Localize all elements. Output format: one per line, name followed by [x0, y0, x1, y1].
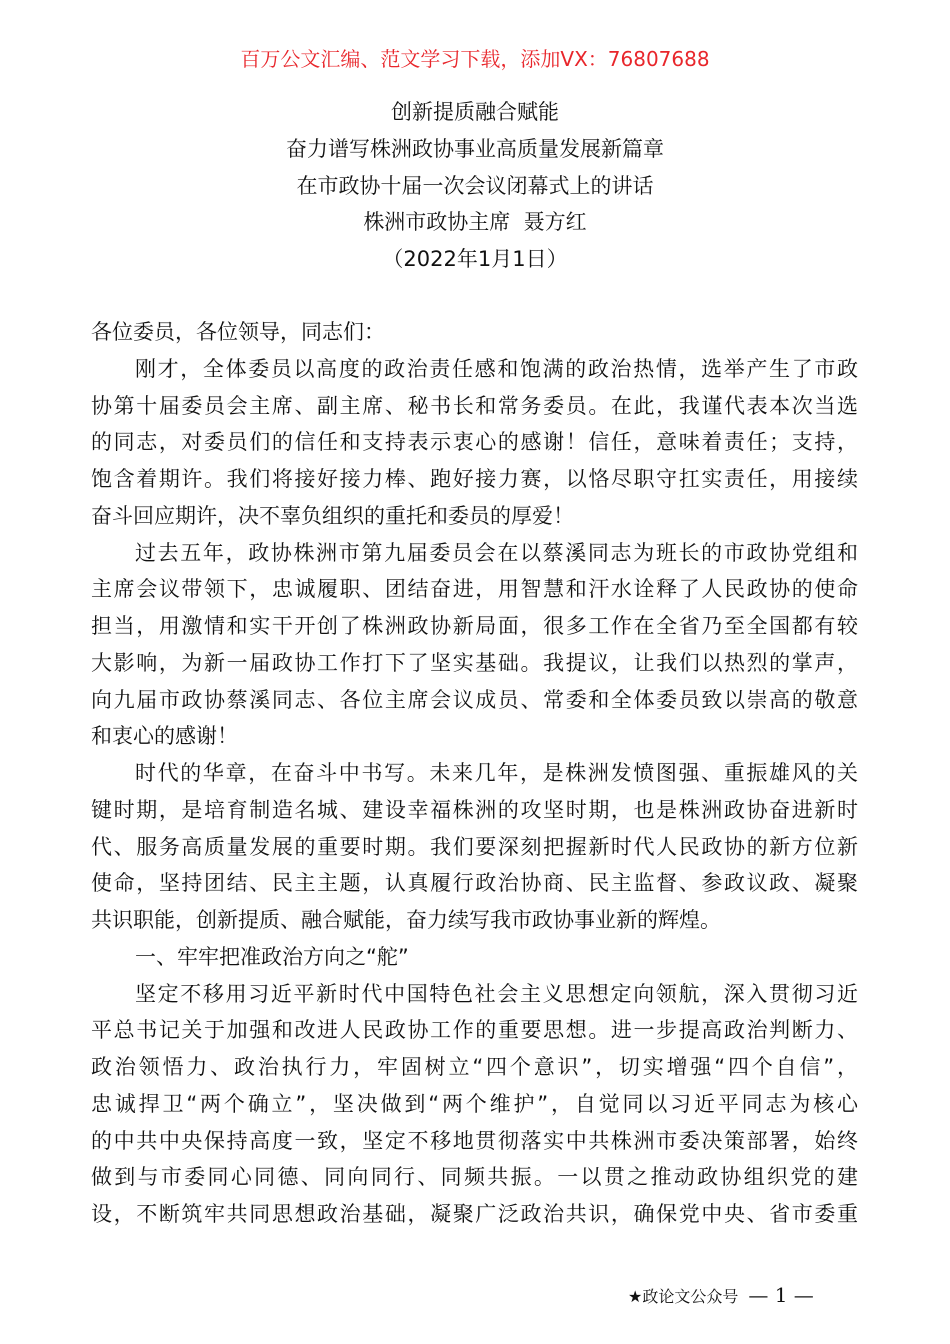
text-line: 使命，坚持团结、民主主题，认真履行政治协商、民主监督、参政议政、凝聚: [91, 871, 858, 896]
text-line: 向九届市政协蔡溪同志、各位主席会议成员、常委和全体委员致以崇高的敬意: [91, 687, 858, 712]
main-title: 创新提质融合赋能: [391, 100, 559, 124]
speech-body: [91, 314, 858, 1233]
text-line: 时代的华章，在奋斗中书写。未来几年，是株洲发愤图强、重振雄风的关: [135, 761, 858, 785]
speech-occasion: 在市政协十届一次会议闭幕式上的讲话: [296, 173, 654, 198]
speaker: 株洲市政协主席 聂方红: [363, 210, 587, 235]
text-line: 代、服务高质量发展的重要时期。我们要深刻把握新时代人民政协的新方位新: [91, 834, 858, 859]
text-line: 的同志，对委员们的信任和支持表示衷心的感谢！信任，意味着责任；支持，: [91, 430, 858, 455]
text-line: 的中共中央保持高度一致，坚定不移地贯彻落实中共株洲市委决策部署，始终: [91, 1128, 858, 1153]
text-line: 平总书记关于加强和改进人民政协工作的重要思想。进一步提高政治判断力、: [91, 1018, 858, 1043]
section-heading: 一、牢牢把准政治方向之“舵”: [135, 944, 409, 969]
text-line: 主席会议带领下，忠诚履职、团结奋进，用智慧和汗水诠释了人民政协的使命: [91, 577, 858, 602]
text-line: 和衷心的感谢！: [91, 724, 238, 749]
page-number: — 1 —: [748, 1283, 814, 1307]
text-line: 奋斗回应期许，决不辜负组织的重托和委员的厚爱！: [91, 503, 574, 528]
text-line: 大影响，为新一届政协工作打下了坚实基础。我提议，让我们以热烈的掌声，: [91, 650, 858, 675]
text-line: 共识职能，创新提质、融合赋能，奋力续写我市政协事业新的辉煌。: [91, 908, 721, 932]
text-line: 忠诚捍卫“两个确立”，坚决做到“两个维护”，自觉同以习近平同志为核心: [91, 1091, 858, 1116]
speech-date: （2022年1月1日）: [382, 247, 568, 271]
text-line: 刚才，全体委员以高度的政治责任感和饱满的政治热情，选举产生了市政: [135, 356, 858, 381]
title-block: [0, 94, 950, 278]
text-line: 过去五年，政协株洲市第九届委员会在以蔡溪同志为班长的市政协党组和: [135, 540, 858, 565]
subtitle: 奋力谱写株洲政协事业高质量发展新篇章: [286, 136, 664, 161]
footer-source: ★政论文公众号: [628, 1287, 739, 1306]
text-line: 设，不断筑牢共同思想政治基础，凝聚广泛政治共识，确保党中央、省市委重: [91, 1202, 858, 1226]
text-line: 饱含着期许。我们将接好接力棒、跑好接力赛，以恪尽职守扛实责任，用接续: [91, 467, 858, 491]
page-footer: [628, 1283, 814, 1309]
text-line: 协第十届委员会主席、副主席、秘书长和常务委员。在此，我谨代表本次当选: [91, 393, 858, 418]
text-line: 政治领悟力、政治执行力，牢固树立“四个意识”，切实增强“四个自信”，: [91, 1055, 858, 1079]
text-line: 担当，用激情和实干开创了株洲政协新局面，很多工作在全省乃至全国都有较: [91, 614, 858, 638]
text-line: 坚定不移用习近平新时代中国特色社会主义思想定向领航，深入贯彻习近: [135, 981, 858, 1006]
text-line: 键时期，是培育制造名城、建设幸福株洲的攻坚时期，也是株洲政协奋进新时: [91, 797, 858, 822]
watermark-banner: 百万公文汇编、范文学习下载，添加VX：76807688: [240, 47, 710, 71]
salutation: 各位委员，各位领导，同志们：: [91, 320, 385, 344]
text-line: 做到与市委同心同德、同向同行、同频共振。一以贯之推动政协组织党的建: [91, 1165, 858, 1190]
